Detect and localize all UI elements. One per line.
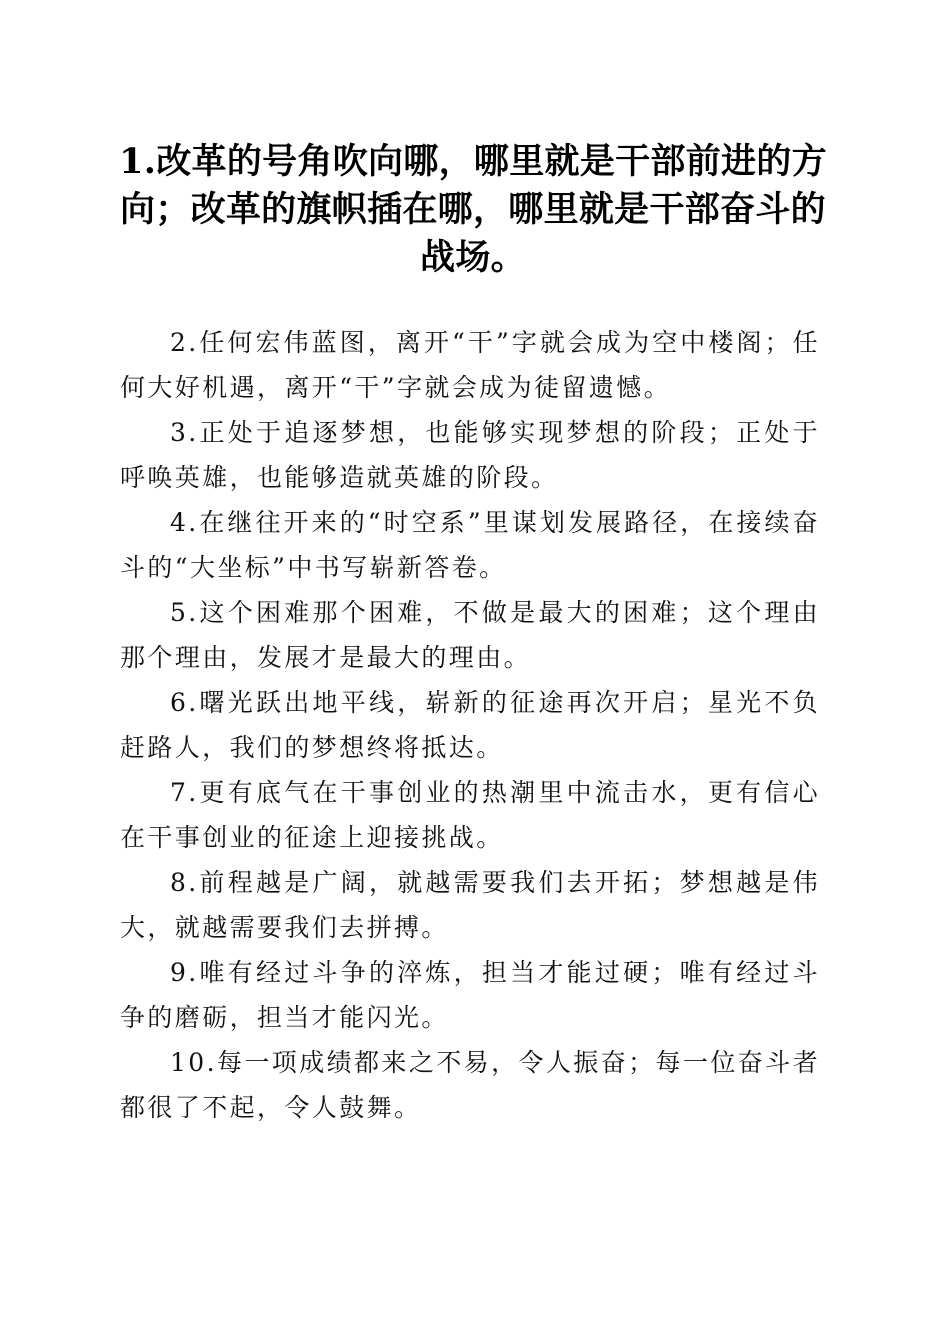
document-body [120,320,820,1130]
paragraph-7: 7.更有底气在干事创业的热潮里中流击水，更有信心在干事创业的征途上迎接挑战。 [120,778,820,852]
paragraph-5: 5.这个困难那个困难，不做是最大的困难；这个理由那个理由，发展才是最大的理由。 [120,598,820,672]
document-title: 1.改革的号角吹向哪，哪里就是干部前进的方向；改革的旗帜插在哪，哪里就是干部奋斗的战场。 [119,141,827,278]
paragraph-9: 9.唯有经过斗争的淬炼，担当才能过硬；唯有经过斗争的磨砺，担当才能闪光。 [120,958,820,1032]
paragraph-6: 6.曙光跃出地平线，崭新的征途再次开启；星光不负赶路人，我们的梦想终将抵达。 [120,688,820,762]
paragraph-4: 4.在继往开来的“时空系”里谋划发展路径，在接续奋斗的“大坐标”中书写崭新答卷。 [120,508,820,582]
paragraph-8: 8.前程越是广阔，就越需要我们去开拓；梦想越是伟大，就越需要我们去拼搏。 [120,868,820,942]
paragraph-10: 10.每一项成绩都来之不易，令人振奋；每一位奋斗者都很了不起，令人鼓舞。 [120,1048,820,1122]
paragraph-2: 2.任何宏伟蓝图，离开“干”字就会成为空中楼阁；任何大好机遇，离开“干”字就会成为徒留遗憾。 [120,328,820,402]
paragraph-3: 3.正处于追逐梦想，也能够实现梦想的阶段；正处于呼唤英雄，也能够造就英雄的阶段。 [120,418,820,492]
